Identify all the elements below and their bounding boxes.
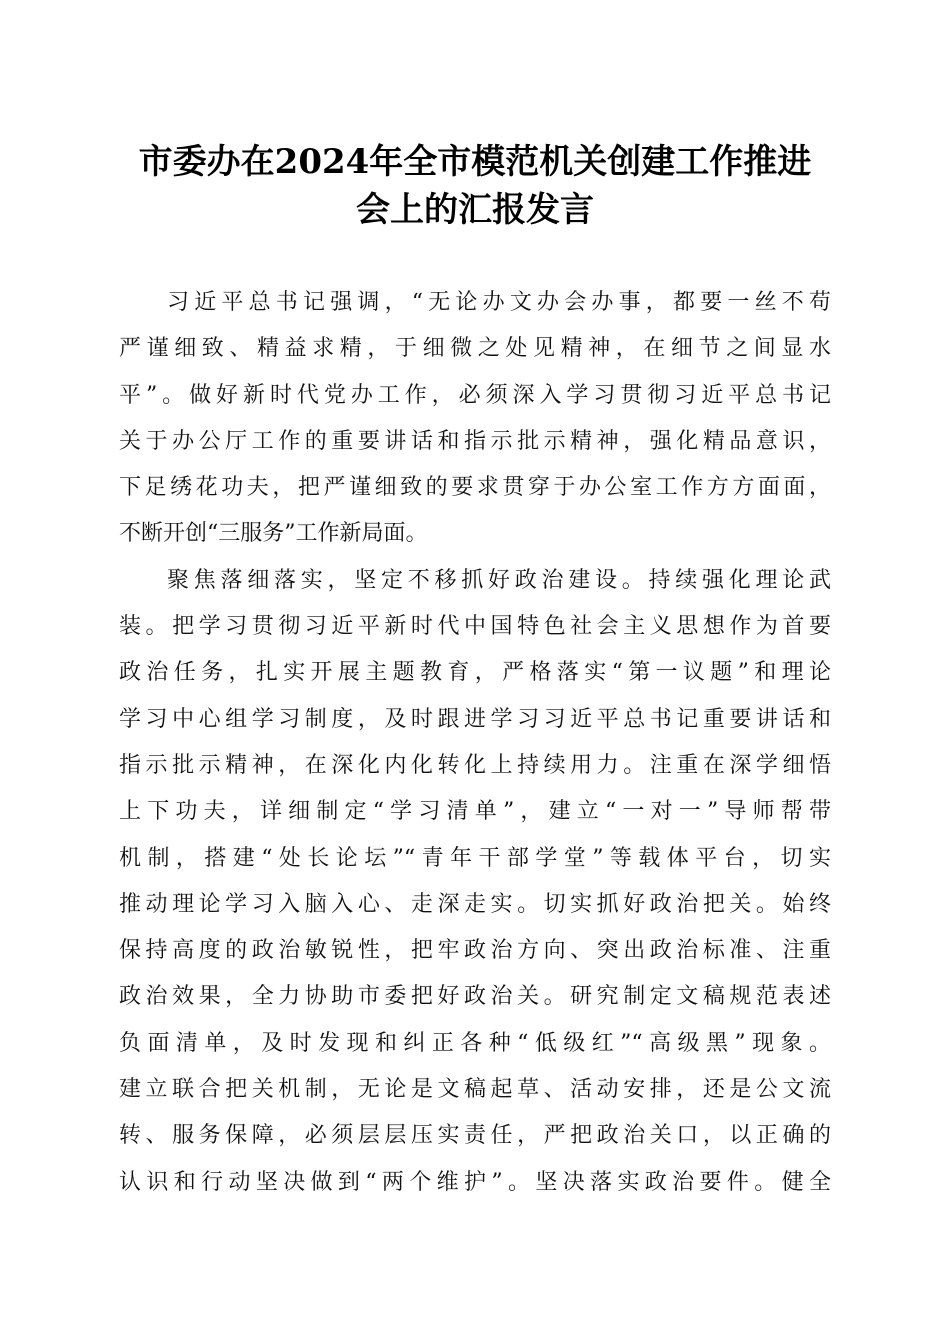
text-line: 习近平总书记强调，“无论办文办会办事，都要一丝不苟	[167, 290, 831, 315]
text-line: 推动理论学习入脑入心、走深走实。切实抓好政治把关。始终	[119, 891, 831, 917]
text-line: 装。把学习贯彻习近平新时代中国特色社会主义思想作为首要	[119, 614, 831, 640]
document-body	[119, 280, 831, 1206]
text-line: 建立联合把关机制，无论是文稿起草、活动安排，还是公文流	[119, 1077, 831, 1103]
text-line: 保持高度的政治敏锐性，把牢政治方向、突出政治标准、注重	[119, 938, 831, 964]
text-line: 上下功夫，详细制定“学习清单”，建立“一对一”导师帮带	[119, 799, 831, 825]
text-line: 平”。做好新时代党办工作，必须深入学习贯彻习近平总书记	[119, 382, 831, 408]
paragraph-1	[119, 280, 831, 558]
text-line: 机制，搭建“处长论坛”“青年干部学堂”等载体平台，切实	[119, 845, 831, 871]
text-line: 负面清单，及时发现和纠正各种“低级红”“高级黑”现象。	[119, 1030, 831, 1056]
title-line-1: 市委办在2024年全市模范机关创建工作推进	[138, 142, 812, 182]
text-line: 指示批示精神，在深化内化转化上持续用力。注重在深学细悟	[119, 752, 831, 778]
document-title	[110, 138, 840, 234]
text-line: 下足绣花功夫，把严谨细致的要求贯穿于办公室工作方方面面，	[119, 475, 831, 501]
text-line: 认识和行动坚决做到“两个维护”。坚决落实政治要件。健全	[119, 1169, 831, 1195]
paragraph-2	[119, 558, 831, 1206]
text-line: 转、服务保障，必须层层压实责任，严把政治关口，以正确的	[119, 1123, 831, 1149]
text-line: 不断开创“三服务”工作新局面。	[119, 521, 428, 547]
text-line: 严谨细致、精益求精，于细微之处见精神，在细节之间显水	[119, 336, 831, 362]
text-line: 关于办公厅工作的重要讲话和指示批示精神，强化精品意识，	[119, 428, 831, 454]
text-line: 政治效果，全力协助市委把好政治关。研究制定文稿规范表述	[119, 984, 831, 1010]
title-line-2: 会上的汇报发言	[356, 190, 594, 230]
text-line: 聚焦落细落实，坚定不移抓好政治建设。持续强化理论武	[167, 567, 831, 593]
text-line: 政治任务，扎实开展主题教育，严格落实“第一议题”和理论	[119, 660, 831, 686]
text-line: 学习中心组学习制度，及时跟进学习习近平总书记重要讲话和	[119, 706, 831, 732]
